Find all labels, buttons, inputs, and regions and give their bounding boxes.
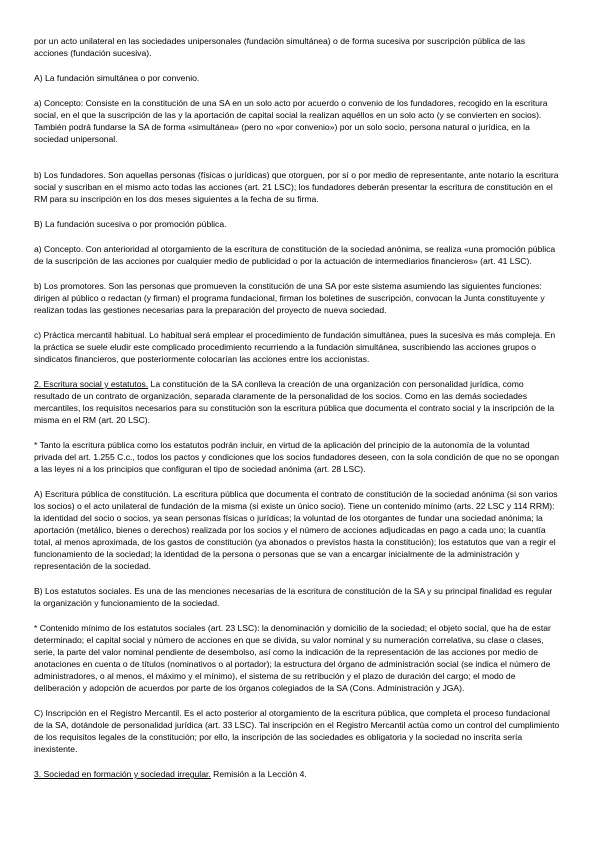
- paragraph-practica-mercantil: [34, 329, 560, 365]
- section-heading: 3. Sociedad en formación y sociedad irregular.: [34, 769, 211, 779]
- section-heading-fundacion-simultanea: [34, 72, 560, 84]
- paragraph-text: Remisión a la Lección 4.: [210, 769, 307, 779]
- paragraph-text: A) Escritura pública de constitución. La escritura pública que documenta el contrato de constitución de la sociedad anónima (si son varios los socios) o el acto unilateral de fundación de la misma (si existe un único socio). Tiene un contenido mínimo (arts. 22 LSC y 114 RRM): la identidad del socio o socios, ya sean personas físicas o jurídicas; la voluntad de los otorgantes de fundar una sociedad anónima; la aportación (metálico, bienes o derechos) realizada por los socios y el número de acciones adjudicadas en pago a cada uno; la cuantía total, al menos aproximada, de los gastos de constitución (ya abonados o previstos hasta la constitución); los estatutos que van a regir el funcionamiento de la sociedad; la identidad de la persona o personas que se van a encargar inicialmente de la administración y representación de la sociedad.: [34, 489, 558, 571]
- paragraph-promotores: [34, 280, 560, 316]
- paragraph-concepto-simultanea: [34, 97, 560, 145]
- paragraph-text: por un acto unilateral en las sociedades unipersonales (fundación simultánea) o de forma sucesiva por suscripción pública de las acciones (fundación sucesiva).: [34, 36, 526, 58]
- paragraph-concepto-sucesiva: [34, 243, 560, 267]
- paragraph-text: B) Los estatutos sociales. Es una de las menciones necesarias de la escritura de constitución de la SA y su principal finalidad es regular la organización y funcionamiento de la sociedad.: [34, 586, 553, 608]
- paragraph-inscripcion-rm: [34, 707, 560, 755]
- paragraph-text: A) La fundación simultánea o por convenio.: [34, 73, 200, 83]
- paragraph-text: * Tanto la escritura pública como los estatutos podrán incluir, en virtud de la aplicación del principio de la autonomía de la voluntad privada del art. 1.255 C.c., todos los pactos y condiciones que los socios fundadores deseen, con la sola condición de que no se opongan a las leyes ni a los principios que configuran el tipo de sociedad anónima (art. 28 LSC).: [34, 440, 560, 474]
- paragraph-sociedad-formacion: [34, 768, 560, 780]
- paragraph-text: C) Inscripción en el Registro Mercantil. Es el acto posterior al otorgamiento de la escritura pública, que completa el proceso fundacional de la SA, dotándole de personalidad jurídica (art. 33 LSC). Tal inscripción en el Registro Mercantil actúa como un control del cumplimiento de los requisitos legales de la constitución; por ello, la inscripción de las sociedades es obligatoria y la sociedad no inscrita sería inexistente.: [34, 708, 560, 754]
- paragraph-text: b) Los promotores. Son las personas que promueven la constitución de una SA por este sistema asumiendo las siguientes funciones: dirigen al público o redactan (y firman) el programa fundacional, firman los boletines de suscripción, convocan la Junta constituyente y realizan todas las gestiones necesarias para la preparación del proyecto de nueva sociedad.: [34, 281, 545, 315]
- paragraph-autonomia-voluntad: [34, 439, 560, 475]
- paragraph-estatutos-sociales: [34, 585, 560, 609]
- paragraph-text: * Contenido mínimo de los estatutos sociales (art. 23 LSC): la denominación y domicilio de la sociedad; el objeto social, que ha de estar determinado; el capital social y número de acciones en que se divida, su valor nominal y su numeración correlativa, su clase o clases, serie, la parte del valor nominal pendiente de desembolso, así como la indicación de la representación de las acciones por medio de anotaciones en cuenta o de títulos (nominativos o al portador); la estructura del órgano de administración social (se indica el número de administradores, o al menos, el máximo y el mínimo), el sistema de su retribución y el plazo de duración del cargo; el modo de deliberación y adopción de acuerdos por parte de los órganos colegiados de la SA (Cons. Administración y JGA).: [34, 623, 551, 693]
- paragraph-fundadores: [34, 169, 560, 205]
- paragraph-text: b) Los fundadores. Son aquellas personas (físicas o jurídicas) que otorguen, por sí o por medio de representante, ante notario la escritura social y suscriban en el mismo acto todas las acciones (art. 21 LSC); los fundadores deberán presentar la escritura de constitución en el RM para su inscripción en los dos meses siguientes a la fecha de su firma.: [34, 170, 559, 204]
- paragraph-text: La constitución de la SA conlleva la creación de una organización con personalidad jurídica, como resultado de un contrato de organización, separada claramente de la personalidad de los socios. Como en las demás sociedades mercantiles, los requisitos necesarios para su constitución son la escritura pública que documenta el contrato social y la inscripción de la misma en el RM (art. 20 LSC).: [34, 379, 555, 425]
- paragraph-escritura-publica: [34, 488, 560, 572]
- paragraph-text: B) La fundación sucesiva o por promoción pública.: [34, 219, 227, 229]
- paragraph-escritura-estatutos: [34, 378, 560, 426]
- section-heading-fundacion-sucesiva: [34, 218, 560, 230]
- paragraph-intro: [34, 35, 560, 59]
- paragraph-text: a) Concepto: Consiste en la constitución de una SA en un solo acto por acuerdo o convenio de los fundadores, recogido en la escritura social, en el que la suscripción de las y la aportación de capital social la realizan aquéllos en un solo acto (y se convierten en socios). También podrá fundarse la SA de forma «simultánea» (pero no «por convenio») por un solo socio, persona natural o jurídica, en la sociedad unipersonal.: [34, 98, 548, 144]
- paragraph-text: c) Práctica mercantil habitual. Lo habitual será emplear el procedimiento de fundación simultánea, pues la sucesiva es más compleja. En la práctica se suele eludir este complicado procedimiento recurriendo a la fundación simultánea, suscribiendo las acciones grupos o sindicatos financieros, que posteriormente colocarían las acciones entre los accionistas.: [34, 330, 556, 364]
- paragraph-text: a) Concepto. Con anterioridad al otorgamiento de la escritura de constitución de la sociedad anónima, se realiza «una promoción pública de la suscripción de las acciones por cualquier medio de publicidad o por la actuación de intermediarios financieros» (art. 41 LSC).: [34, 244, 556, 266]
- section-heading: 2. Escritura social y estatutos.: [34, 379, 149, 389]
- paragraph-contenido-minimo: [34, 622, 560, 694]
